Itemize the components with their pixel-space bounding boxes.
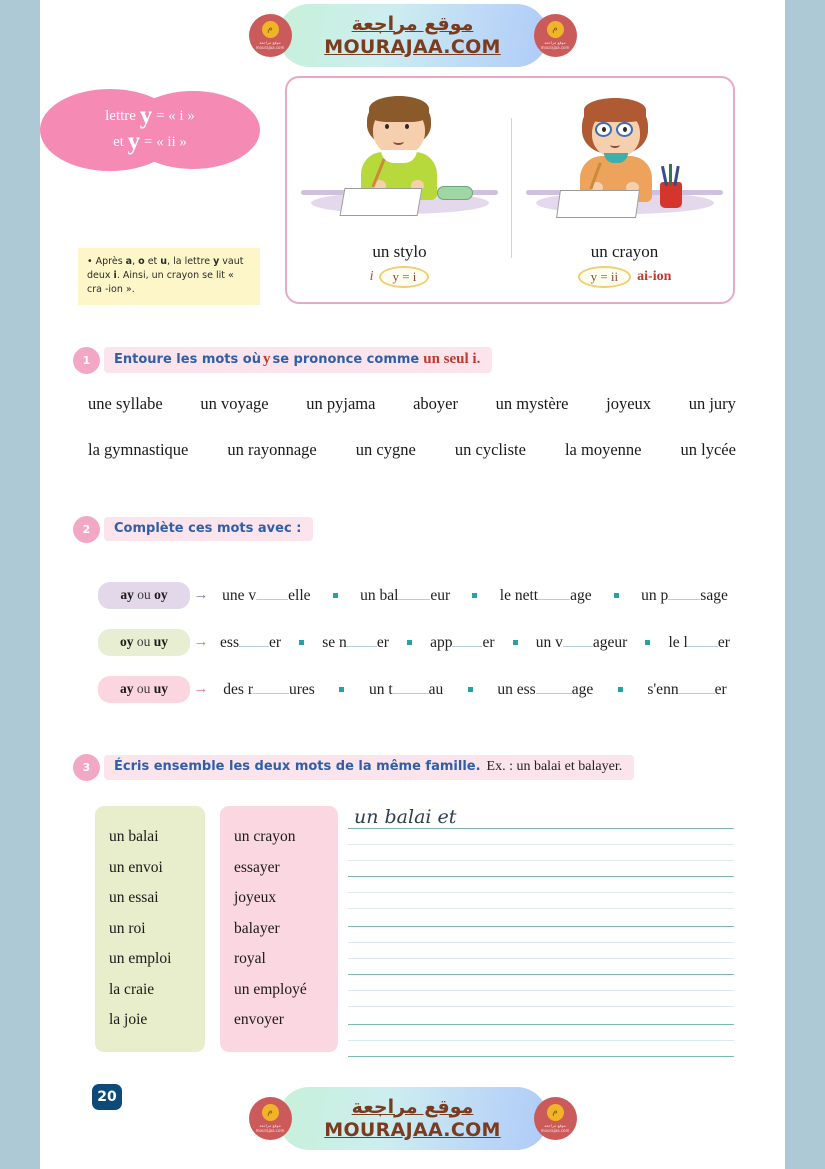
fill-item[interactable]: un p sage: [641, 586, 728, 604]
fill-item[interactable]: app er: [430, 633, 495, 651]
blank-field[interactable]: [536, 681, 572, 694]
exercise-3-header: [76, 755, 634, 780]
item-separator: [472, 593, 477, 598]
watermark-site: MOURAJAA.COM: [324, 35, 501, 58]
mourajaa-logo-icon: [534, 1097, 577, 1140]
exercise-1-instruction: [104, 347, 492, 373]
cue-stylo: [287, 266, 512, 288]
item-separator: [333, 593, 338, 598]
caption-stylo: un stylo: [372, 242, 427, 261]
blank-field[interactable]: [452, 634, 482, 647]
boy-mouth: [393, 138, 404, 145]
ruled-line: [348, 860, 734, 861]
blank-field[interactable]: [239, 634, 269, 647]
handwriting-answer-area[interactable]: [348, 798, 734, 1062]
fill-item[interactable]: le l er: [668, 633, 730, 651]
ruled-line: [348, 828, 734, 829]
ruled-line: [348, 1056, 734, 1057]
oval-y-equals-ii: y = ii: [578, 266, 632, 288]
logo-caption: موقع مراجعة mourajaa.com: [540, 1122, 570, 1133]
blank-field[interactable]: [563, 634, 593, 647]
exercise-1-word-row: [88, 440, 736, 460]
tag-part-b: uy: [153, 634, 168, 649]
fill-item[interactable]: se n er: [322, 633, 389, 651]
fill-item[interactable]: ess er: [220, 633, 282, 651]
oval-y-equals-i: y = i: [379, 266, 429, 288]
pattern-tag-ay-uy: [98, 676, 190, 703]
ex1-text-a: Entoure les mots où: [114, 352, 261, 367]
list-item[interactable]: la joie: [109, 1011, 148, 1028]
boy-fringe: [369, 96, 429, 122]
exercise-1-word-row: [88, 394, 736, 414]
exercise-3-number: 3: [76, 757, 97, 778]
mourajaa-logo-icon: [249, 1097, 292, 1140]
tag-part-b: oy: [154, 587, 168, 602]
item-separator: [513, 640, 518, 645]
title-line-2: et y = « ii »: [113, 128, 187, 155]
blank-field[interactable]: [253, 681, 289, 694]
illustration-box: [285, 76, 735, 304]
lesson-title-text: [40, 103, 260, 155]
exercise-2-row-1: [98, 582, 738, 609]
pencil-case-icon: [437, 186, 473, 200]
tag-part-b: uy: [153, 681, 168, 696]
watermark-arabic: موقع مراجعة: [351, 1095, 474, 1118]
girl-fringe: [584, 98, 646, 122]
blank-field[interactable]: [538, 587, 570, 600]
blank-field[interactable]: [688, 634, 718, 647]
item-separator: [645, 640, 650, 645]
item-separator: [299, 640, 304, 645]
tag-part-mid: ou: [137, 587, 151, 602]
exercise-2-header: [76, 517, 313, 541]
list-item[interactable]: envoyer: [234, 1011, 284, 1028]
blank-field[interactable]: [347, 634, 377, 647]
word-item[interactable]: un mystère: [495, 394, 569, 413]
ex3-text: Écris ensemble les deux mots de la même famille.: [114, 759, 481, 774]
exercise-2-instruction: [104, 517, 313, 541]
exercise-2-row-3: [98, 676, 738, 703]
fill-item[interactable]: des r ures: [223, 680, 315, 698]
boy-eye-right: [405, 124, 409, 129]
word-item[interactable]: la moyenne: [564, 440, 642, 459]
cup-pencil-2: [669, 164, 672, 186]
watermark-site: MOURAJAA.COM: [324, 1118, 501, 1141]
list-item[interactable]: un crayon: [234, 828, 296, 845]
list-item[interactable]: joyeux: [234, 889, 277, 906]
list-item[interactable]: un essai: [109, 889, 159, 906]
fill-item[interactable]: une v elle: [222, 586, 311, 604]
cue-crayon: [512, 266, 737, 288]
watermark-pill: [278, 1087, 548, 1150]
tag-part-a: ay: [119, 681, 134, 696]
caption-crayon: un crayon: [590, 242, 659, 261]
girl-drawing-sheet: [556, 190, 640, 218]
girl-eye-left: [602, 127, 606, 132]
fill-item[interactable]: un ess age: [497, 680, 594, 698]
cue-ai-ion: ai-ion: [637, 269, 672, 284]
exercise-3-instruction: [104, 755, 634, 780]
ruled-line: [348, 990, 734, 991]
logo-mark: م: [547, 21, 564, 38]
title-line-1: lettre y = « i »: [105, 102, 195, 129]
girl-mouth: [610, 142, 620, 148]
fill-item[interactable]: le nett age: [499, 586, 592, 604]
fill-item[interactable]: un v ageur: [535, 633, 628, 651]
arrow-icon: →: [193, 634, 209, 650]
tag-part-mid: ou: [136, 681, 151, 696]
word-list-pink: [220, 806, 338, 1052]
word-item[interactable]: un pyjama: [306, 394, 376, 413]
exercise-1-header: [76, 347, 492, 373]
word-item[interactable]: un rayonnage: [227, 440, 317, 459]
logo-caption: موقع مراجعة mourajaa.com: [255, 1122, 285, 1133]
watermark-pill: [278, 4, 548, 67]
list-item[interactable]: un roi: [109, 919, 146, 937]
tag-part-a: ay: [120, 587, 134, 602]
cue-letter-i: i: [369, 269, 374, 284]
fill-item[interactable]: un t au: [368, 680, 444, 698]
page-number-badge: 20: [92, 1084, 122, 1110]
blank-field[interactable]: [393, 681, 429, 694]
exercise-2-items: [212, 634, 738, 652]
item-separator: [407, 640, 412, 645]
logo-caption: موقع مراجعة mourajaa.com: [255, 39, 285, 50]
item-separator: [468, 687, 473, 692]
pattern-tag-ay-oy: [98, 582, 190, 609]
ruled-line: [348, 892, 734, 893]
word-item[interactable]: aboyer: [413, 394, 458, 413]
list-item[interactable]: royal: [234, 950, 266, 967]
boy-notebook: [340, 188, 423, 216]
rule-note-box: • Après a, o et u, la lettre y vaut deux i. Ainsi, un crayon se lit « cra -ion ».: [78, 248, 260, 305]
list-item[interactable]: balayer: [234, 919, 280, 937]
ruled-line: [348, 1006, 734, 1007]
boy-eye-left: [385, 124, 389, 129]
exercise-2-number: 2: [76, 519, 97, 540]
item-separator: [339, 687, 344, 692]
mourajaa-logo-icon: [534, 14, 577, 57]
exercise-2-row-2: [98, 629, 738, 656]
answer-handwritten-text: un balai et: [354, 806, 457, 828]
ruled-line: [348, 974, 734, 975]
mourajaa-logo-icon: [249, 14, 292, 57]
ex1-text-b: se prononce comme: [272, 352, 420, 367]
logo-mark: م: [262, 21, 279, 38]
ex1-highlight-y: y: [262, 351, 271, 367]
exercise-2-items: [212, 587, 738, 605]
word-item[interactable]: un cygne: [355, 440, 416, 459]
ruled-line: [348, 844, 734, 845]
arrow-icon: →: [193, 681, 209, 697]
tag-part-mid: ou: [136, 634, 151, 649]
blank-field[interactable]: [398, 587, 430, 600]
ex3-example: Ex. : un balai et balayer.: [486, 759, 623, 774]
ruled-line: [348, 1024, 734, 1025]
word-item[interactable]: joyeux: [606, 394, 652, 413]
ruled-line: [348, 1040, 734, 1041]
watermark-banner-bottom: [0, 1083, 825, 1153]
exercise-2-items: [212, 681, 738, 699]
list-item[interactable]: un envoi: [109, 858, 163, 876]
blank-field[interactable]: [256, 587, 288, 600]
pattern-tag-oy-uy: [98, 629, 190, 656]
fill-item[interactable]: s'enn er: [647, 680, 727, 698]
ruled-line: [348, 908, 734, 909]
ex2-text: Complète ces mots avec :: [114, 521, 302, 536]
blank-field[interactable]: [679, 681, 715, 694]
blank-field[interactable]: [668, 587, 700, 600]
watermark-banner-top: [0, 0, 825, 70]
list-item[interactable]: la craie: [109, 980, 155, 998]
list-item[interactable]: essayer: [234, 858, 280, 876]
ruled-line: [348, 942, 734, 943]
word-item[interactable]: la gymnastique: [88, 440, 189, 459]
watermark-arabic: موقع مراجعة: [351, 12, 474, 35]
item-separator: [614, 593, 619, 598]
ruled-line: [348, 958, 734, 959]
fill-item[interactable]: un bal eur: [360, 586, 451, 604]
word-item[interactable]: un lycée: [680, 440, 736, 459]
list-item[interactable]: un emploi: [109, 950, 172, 967]
ex1-highlight-red: un seul i.: [423, 351, 481, 367]
logo-mark: م: [547, 1104, 564, 1121]
logo-mark: م: [262, 1104, 279, 1121]
list-item[interactable]: un balai: [109, 828, 159, 845]
item-separator: [618, 687, 623, 692]
word-item[interactable]: une syllabe: [88, 394, 163, 413]
arrow-icon: →: [193, 587, 209, 603]
exercise-1-number: 1: [76, 350, 97, 371]
word-item[interactable]: un jury: [688, 394, 736, 413]
word-list-green: [95, 806, 205, 1052]
list-item[interactable]: un employé: [234, 980, 307, 998]
word-item[interactable]: un cycliste: [454, 440, 526, 459]
word-item[interactable]: un voyage: [200, 394, 269, 413]
ruled-line: [348, 926, 734, 927]
girl-eye-right: [623, 127, 627, 132]
tag-part-a: oy: [119, 634, 134, 649]
ruled-line: [348, 876, 734, 877]
logo-caption: موقع مراجعة mourajaa.com: [540, 39, 570, 50]
lesson-title-bubble: [40, 89, 260, 171]
